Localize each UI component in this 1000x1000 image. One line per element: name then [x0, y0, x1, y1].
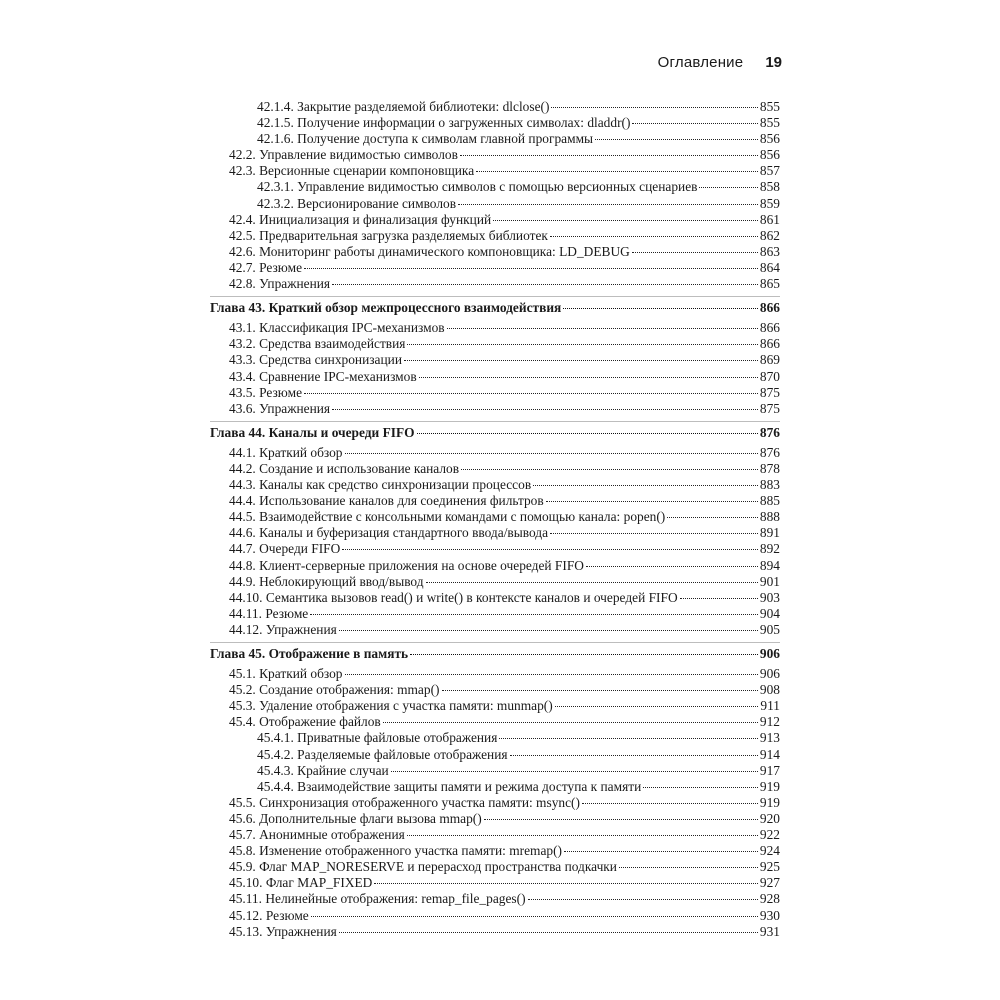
toc-section-entry: [229, 115, 780, 131]
toc-entry-title: 44.1. Краткий обзор: [229, 444, 343, 460]
dot-leader: [310, 614, 758, 615]
toc-entry-page: 856: [759, 147, 780, 163]
toc-section-entry: [229, 276, 780, 292]
toc-entry-title: 44.6. Каналы и буферизация стандартного ввода/вывода: [229, 525, 549, 541]
toc-entry-page: 912: [759, 714, 780, 730]
toc-entry-page: 930: [759, 907, 780, 923]
toc-entry-title: 42.1.4. Закрытие разделяемой библиотеки: dlclose(): [257, 99, 550, 114]
dot-leader: [582, 803, 758, 804]
toc-entry-title: 45.9. Флаг MAP_NORESERVE и перерасход пространства подкачки: [229, 859, 617, 875]
dot-leader: [510, 755, 758, 756]
toc-entry-title: 43.1. Классификация IPC-механизмов: [229, 320, 445, 336]
toc-entry-title: 42.4. Инициализация и финализация функций: [229, 211, 492, 227]
toc-entry-title: 43.6. Упражнения: [229, 400, 331, 416]
dot-leader: [667, 517, 758, 518]
toc-entry-page: 863: [759, 243, 780, 259]
toc-entry-title: 45.4.3. Крайние случаи: [257, 762, 389, 778]
toc-entry-title: 42.3. Версионные сценарии компоновщика: [229, 163, 475, 179]
toc-section-entry: [229, 228, 780, 244]
dot-leader: [404, 360, 758, 361]
toc-section-entry: [229, 477, 780, 493]
toc-entry-title: 43.2. Средства взаимодействия: [229, 336, 406, 352]
toc-section-entry: [229, 714, 780, 730]
toc-section-entry: [229, 811, 780, 827]
toc-entry-title: 44.5. Взаимодействие с консольными командами с помощью канала: popen(): [229, 509, 666, 525]
toc-chapter-entry: [210, 296, 780, 316]
toc-section-entry: [229, 763, 780, 779]
toc-section-entry: [229, 622, 780, 638]
toc-entry-page: 866: [759, 300, 780, 316]
toc-section-entry: [229, 244, 780, 260]
toc-entry-page: 914: [759, 746, 780, 762]
toc-entry-page: 855: [759, 99, 780, 114]
dot-leader: [419, 377, 758, 378]
toc-entry-title: 45.13. Упражнения: [229, 923, 337, 939]
toc-entry-title: Глава 44. Каналы и очереди FIFO: [210, 424, 415, 440]
toc-entry-title: 44.12. Упражнения: [229, 621, 337, 637]
toc-entry-page: 891: [759, 525, 780, 541]
toc-entry-title: 45.1. Краткий обзор: [229, 666, 343, 682]
toc-section-entry: [229, 131, 780, 147]
toc-section-entry: [229, 875, 780, 891]
dot-leader: [410, 654, 758, 655]
dot-leader: [550, 533, 758, 534]
dot-leader: [619, 867, 758, 868]
dot-leader: [345, 674, 758, 675]
toc-section-entry: [229, 590, 780, 606]
dot-leader: [476, 171, 758, 172]
toc-entry-title: 42.3.1. Управление видимостью символов с помощью версионных сценариев: [257, 179, 698, 195]
toc-entry-title: 45.7. Анонимные отображения: [229, 827, 405, 843]
toc-section-entry: [229, 827, 780, 843]
toc-entry-page: 927: [759, 875, 780, 891]
running-header: [658, 54, 782, 71]
toc-entry-title: 42.1.5. Получение информации о загруженных символах: dladdr(): [257, 115, 631, 131]
toc-entry-title: 45.4.2. Разделяемые файловые отображения: [257, 746, 508, 762]
toc-entry-title: 44.10. Семантика вызовов read() и write() в контексте каналов и очередей FIFO: [229, 589, 678, 605]
toc-entry-title: 45.2. Создание отображения: mmap(): [229, 682, 440, 698]
toc-section-entry: [229, 385, 780, 401]
dot-leader: [461, 469, 758, 470]
dot-leader: [332, 284, 758, 285]
toc-entry-page: 870: [759, 368, 780, 384]
toc-entry-page: 922: [759, 827, 780, 843]
toc-entry-page: 905: [759, 621, 780, 637]
dot-leader: [304, 393, 758, 394]
toc-entry-page: 864: [759, 259, 780, 275]
toc-entry-title: Глава 45. Отображение в память: [210, 646, 409, 661]
toc-section-entry: [229, 779, 780, 795]
dot-leader: [442, 690, 758, 691]
toc-entry-page: 885: [759, 493, 780, 509]
dot-leader: [460, 155, 758, 156]
toc-entry-title: 42.5. Предварительная загрузка разделяемых библиотек: [229, 227, 548, 243]
dot-leader: [493, 220, 758, 221]
toc-entry-title: Глава 43. Краткий обзор межпроцессного взаимодействия: [210, 300, 562, 316]
dot-leader: [339, 630, 758, 631]
toc-entry-title: 44.8. Клиент-серверные приложения на основе очередей FIFO: [229, 557, 584, 573]
table-of-contents: [210, 99, 780, 940]
toc-entry-page: 919: [759, 778, 780, 794]
toc-entry-page: 903: [759, 589, 780, 605]
dot-leader: [332, 409, 758, 410]
dot-leader: [339, 932, 758, 933]
toc-section-entry: [229, 320, 780, 336]
toc-section-entry: [229, 196, 780, 212]
dot-leader: [407, 835, 758, 836]
toc-entry-page: 866: [759, 320, 780, 336]
toc-entry-page: 913: [759, 730, 780, 746]
toc-entry-page: 928: [759, 891, 780, 907]
dot-leader: [311, 916, 758, 917]
toc-entry-title: 45.4. Отображение файлов: [229, 714, 381, 730]
toc-entry-title: 45.6. Дополнительные флаги вызова mmap(): [229, 810, 482, 826]
toc-entry-page: 917: [759, 762, 780, 778]
dot-leader: [546, 501, 758, 502]
toc-section-entry: [229, 509, 780, 525]
dot-leader: [417, 433, 758, 434]
toc-entry-page: 857: [759, 163, 780, 179]
toc-entry-title: 44.2. Создание и использование каналов: [229, 460, 460, 476]
toc-entry-title: 45.5. Синхронизация отображенного участка памяти: msync(): [229, 794, 580, 810]
toc-entry-page: 855: [759, 115, 780, 131]
toc-section-entry: [229, 730, 780, 746]
toc-entry-page: 888: [759, 509, 780, 525]
toc-section-entry: [229, 666, 780, 682]
toc-entry-title: 45.11. Нелинейные отображения: remap_file_pages(): [229, 891, 526, 907]
toc-entry-page: 876: [759, 444, 780, 460]
toc-section-entry: [229, 574, 780, 590]
toc-entry-page: 883: [759, 477, 780, 493]
toc-entry-page: 859: [759, 195, 780, 211]
toc-entry-page: 875: [759, 400, 780, 416]
toc-section-entry: [229, 843, 780, 859]
toc-section-entry: [229, 891, 780, 907]
toc-section-entry: [229, 369, 780, 385]
toc-section-entry: [229, 525, 780, 541]
toc-entry-title: 45.8. Изменение отображенного участка памяти: mremap(): [229, 843, 563, 859]
toc-entry-page: 901: [759, 573, 780, 589]
dot-leader: [563, 308, 758, 309]
toc-entry-title: 44.3. Каналы как средство синхронизации процессов: [229, 477, 532, 493]
toc-entry-page: 866: [759, 336, 780, 352]
toc-section-entry: [229, 336, 780, 352]
dot-leader: [586, 566, 758, 567]
dot-leader: [407, 344, 757, 345]
toc-entry-page: 925: [759, 859, 780, 875]
toc-chapter-entry: [210, 642, 780, 662]
toc-section-entry: [229, 352, 780, 368]
toc-section-entry: [229, 795, 780, 811]
toc-section-entry: [229, 908, 780, 924]
toc-entry-title: 45.12. Резюме: [229, 907, 309, 923]
toc-section-entry: [229, 445, 780, 461]
dot-leader: [383, 722, 758, 723]
toc-entry-page: 924: [759, 843, 780, 859]
toc-section-entry: [229, 147, 780, 163]
toc-entry-title: 42.7. Резюме: [229, 259, 303, 275]
toc-section-entry: [229, 401, 780, 417]
dot-leader: [458, 204, 758, 205]
toc-entry-page: 906: [759, 666, 780, 682]
toc-entry-page: 906: [759, 646, 780, 661]
dot-leader: [391, 771, 758, 772]
toc-entry-page: 892: [759, 541, 780, 557]
toc-section-entry: [229, 558, 780, 574]
toc-entry-title: 45.3. Удаление отображения с участка памяти: munmap(): [229, 698, 553, 714]
dot-leader: [632, 252, 758, 253]
dot-leader: [643, 787, 758, 788]
toc-section-entry: [229, 698, 780, 714]
running-header-title: Оглавление: [657, 54, 744, 71]
page-number: 19: [765, 54, 782, 71]
toc-section-entry: [229, 461, 780, 477]
toc-entry-page: 858: [759, 179, 780, 195]
toc-section-entry: [229, 682, 780, 698]
toc-entry-title: 43.5. Резюме: [229, 384, 303, 400]
toc-section-entry: [229, 212, 780, 228]
toc-entry-title: 44.7. Очереди FIFO: [229, 541, 341, 557]
toc-entry-page: 861: [759, 211, 780, 227]
dot-leader: [345, 453, 758, 454]
dot-leader: [699, 187, 757, 188]
toc-section-entry: [229, 493, 780, 509]
toc-entry-title: 44.11. Резюме: [229, 605, 309, 621]
toc-entry-title: 42.8. Упражнения: [229, 276, 331, 292]
toc-entry-title: 42.6. Мониторинг работы динамического компоновщика: LD_DEBUG: [229, 243, 630, 259]
toc-entry-title: 44.9. Неблокирующий ввод/вывод: [229, 573, 424, 589]
toc-entry-page: 875: [759, 384, 780, 400]
dot-leader: [304, 268, 758, 269]
toc-entry-title: 45.4.1. Приватные файловые отображения: [257, 730, 498, 746]
toc-section-entry: [229, 163, 780, 179]
dot-leader: [528, 899, 758, 900]
toc-entry-title: 42.2. Управление видимостью символов: [229, 147, 458, 163]
dot-leader: [595, 139, 758, 140]
toc-section-entry: [229, 541, 780, 557]
toc-section-entry: [229, 606, 780, 622]
toc-entry-page: 869: [759, 352, 780, 368]
toc-section-entry: [229, 747, 780, 763]
toc-entry-page: 919: [759, 794, 780, 810]
toc-section-entry: [229, 99, 780, 115]
dot-leader: [447, 328, 758, 329]
toc-entry-page: 908: [759, 682, 780, 698]
toc-entry-page: 876: [759, 424, 780, 440]
dot-leader: [632, 123, 757, 124]
toc-entry-page: 920: [759, 810, 780, 826]
toc-section-entry: [229, 924, 780, 940]
toc-entry-page: 931: [759, 923, 780, 939]
toc-entry-page: 862: [759, 227, 780, 243]
dot-leader: [499, 738, 758, 739]
toc-section-entry: [229, 859, 780, 875]
toc-entry-page: 878: [759, 460, 780, 476]
toc-entry-page: 856: [759, 131, 780, 147]
dot-leader: [564, 851, 758, 852]
dot-leader: [555, 706, 759, 707]
toc-section-entry: [229, 260, 780, 276]
dot-leader: [550, 236, 758, 237]
toc-entry-title: 43.4. Сравнение IPC-механизмов: [229, 368, 417, 384]
dot-leader: [374, 883, 758, 884]
dot-leader: [551, 107, 757, 108]
toc-entry-page: 911: [760, 698, 780, 714]
dot-leader: [680, 598, 758, 599]
toc-entry-title: 45.4.4. Взаимодействие защиты памяти и режима доступа к памяти: [257, 778, 642, 794]
dot-leader: [533, 485, 758, 486]
toc-entry-title: 43.3. Средства синхронизации: [229, 352, 402, 368]
toc-entry-page: 865: [759, 276, 780, 292]
toc-entry-title: 44.4. Использование каналов для соединения фильтров: [229, 493, 544, 509]
toc-entry-title: 42.3.2. Версионирование символов: [257, 195, 457, 211]
toc-section-entry: [229, 179, 780, 195]
toc-entry-page: 894: [759, 557, 780, 573]
dot-leader: [484, 819, 758, 820]
toc-entry-page: 904: [759, 605, 780, 621]
dot-leader: [342, 549, 758, 550]
toc-chapter-entry: [210, 421, 780, 441]
toc-entry-title: 45.10. Флаг MAP_FIXED: [229, 875, 373, 891]
toc-entry-title: 42.1.6. Получение доступа к символам главной программы: [257, 131, 594, 147]
dot-leader: [426, 582, 758, 583]
